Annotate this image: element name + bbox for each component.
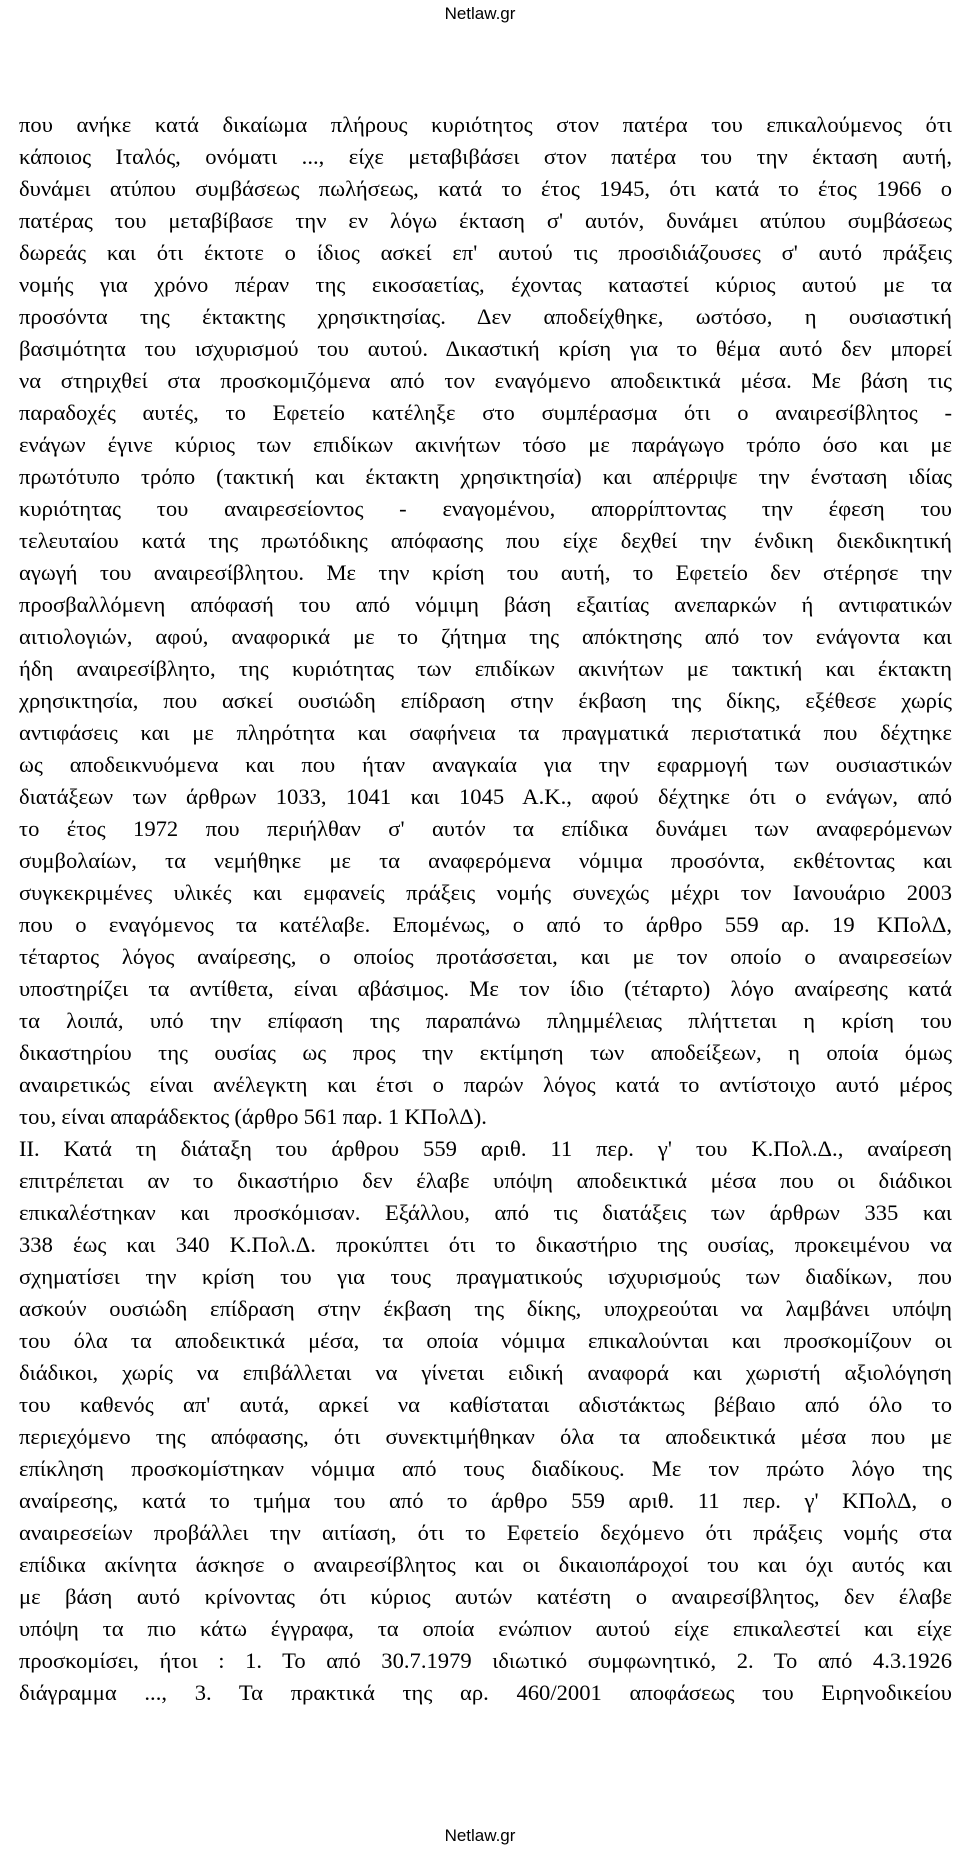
- text-line: επίκληση προσκομίστηκαν νόμιμα από τους διαδίκους. Με τον πρώτο λόγο της: [19, 1456, 952, 1481]
- text-line: επικαλέστηκαν και προσκόμισαν. Εξάλλου, από τις διατάξεις των άρθρων 335 και: [19, 1200, 952, 1225]
- text-line: προσκομίσει, ήτοι : 1. Το από 30.7.1979 ιδιωτικό συμφωνητικό, 2. Το από 4.3.1926: [19, 1648, 952, 1673]
- text-line: δωρεάς και ότι έκτοτε ο ίδιος ασκεί επ' αυτού τις προσιδιάζουσες σ' αυτό πράξεις: [19, 240, 952, 265]
- text-line: πατέρας του μεταβίβασε την εν λόγω έκταση σ' αυτόν, δυνάμει ατύπου συμβάσεως: [19, 208, 952, 233]
- text-line: τέταρτος λόγος αναίρεσης, ο οποίος προτάσσεται, και με τον οποίο ο αναιρεσείων: [19, 944, 952, 969]
- text-line: παραδοχές αυτές, το Εφετείο κατέληξε στο συμπέρασμα ότι ο αναιρεσίβλητος -: [19, 400, 952, 425]
- text-line: επίδικα ακίνητα άσκησε ο αναιρεσίβλητος και οι δικαιοπάροχοί του και όχι αυτός και: [19, 1552, 952, 1577]
- text-line: κυριότητας του αναιρεσείοντος - εναγομένου, απορρίπτοντας την έφεση του: [19, 496, 952, 521]
- text-line: ΙΙ. Κατά τη διάταξη του άρθρου 559 αριθ. 11 περ. γ' του Κ.Πολ.Δ., αναίρεση: [19, 1136, 952, 1161]
- text-line: ως αποδεικνυόμενα και που ήταν αναγκαία για την εφαρμογή των ουσιαστικών: [19, 752, 952, 777]
- text-line: επιτρέπεται αν το δικαστήριο δεν έλαβε υπόψη αποδεικτικά μέσα που οι διάδικοι: [19, 1168, 952, 1193]
- text-line: που ανήκε κατά δικαίωμα πλήρους κυριότητος στον πατέρα του επικαλούμενος ότι: [19, 112, 952, 137]
- text-line: αναιρετικώς είναι ανέλεγκτη και έτσι ο παρών λόγος κατά το αντίστοιχο αυτό μέρος: [19, 1072, 952, 1097]
- text-line: κάποιος Ιταλός, ονόματι ..., είχε μεταβιβάσει στον πατέρα του την έκταση αυτή,: [19, 144, 952, 169]
- text-line: του όλα τα αποδεικτικά μέσα, τα οποία νόμιμα επικαλούνται και προσκομίζουν οι: [19, 1328, 952, 1353]
- text-line: αναιρεσείων προβάλλει την αιτίαση, ότι το Εφετείο δεχόμενο ότι πράξεις νομής στα: [19, 1520, 952, 1545]
- site-header: Netlaw.gr: [444, 4, 516, 23]
- text-line: χρησικτησία, που ασκεί ουσιώδη επίδραση στην έκβαση της δίκης, εξέθεσε χωρίς: [19, 688, 952, 713]
- text-line: περιεχόμενο της απόφασης, ότι συνεκτιμήθηκαν όλα τα αποδεικτικά μέσα που με: [19, 1424, 952, 1449]
- site-footer: Netlaw.gr: [444, 1826, 516, 1845]
- text-line: 338 έως και 340 Κ.Πολ.Δ. προκύπτει ότι το δικαστήριο της ουσίας, προκειμένου να: [19, 1232, 952, 1257]
- text-line: διατάξεων των άρθρων 1033, 1041 και 1045 Α.Κ., αφού δέχτηκε ότι ο ενάγων, από: [19, 784, 952, 809]
- text-line: υπόψη τα πιο κάτω έγγραφα, τα οποία ενώπιον αυτού είχε επικαλεστεί και είχε: [19, 1616, 952, 1641]
- text-line: του καθενός απ' αυτά, αρκεί να καθίσταται αδιστάκτως βέβαιο από όλο το: [19, 1392, 952, 1417]
- text-line: του, είναι απαράδεκτος (άρθρο 561 παρ. 1 ΚΠολΔ).: [19, 1104, 487, 1129]
- text-line: προσόντα της έκτακτης χρησικτησίας. Δεν αποδείχθηκε, ωστόσο, η ουσιαστική: [19, 304, 952, 329]
- text-line: προσβαλλόμενη απόφασή του από νόμιμη βάση εξαιτίας ανεπαρκών ή αντιφατικών: [19, 592, 952, 617]
- text-line: διάγραμμα ..., 3. Τα πρακτικά της αρ. 460/2001 αποφάσεως του Ειρηνοδικείου: [19, 1680, 952, 1705]
- text-line: σχηματίσει την κρίση του για τους πραγματικούς ισχυρισμούς των διαδίκων, που: [19, 1264, 952, 1289]
- text-line: τα λοιπά, υπό την επίφαση της παραπάνω πλημμέλειας πλήττεται η κρίση του: [19, 1008, 952, 1033]
- text-line: ήδη αναιρεσίβλητο, της κυριότητας των επιδίκων ακινήτων με τακτική και έκτακτη: [19, 656, 952, 681]
- text-line: αναίρεσης, κατά το τμήμα του από το άρθρο 559 αριθ. 11 περ. γ' ΚΠολΔ, ο: [19, 1488, 952, 1513]
- text-line: πρωτότυπο τρόπο (τακτική και έκτακτη χρησικτησία) και απέρριψε την ένσταση ιδίας: [19, 464, 952, 489]
- text-line: νομής για χρόνο πέραν της εικοσαετίας, έχοντας καταστεί κύριος αυτού με τα: [19, 272, 952, 297]
- text-line: [19, 1709, 952, 1741]
- text-line: αγωγή του αναιρεσίβλητου. Με την κρίση του αυτή, το Εφετείο δεν στέρησε την: [19, 560, 952, 585]
- text-line: δυνάμει ατύπου συμβάσεως πωλήσεως, κατά το έτος 1945, ότι κατά το έτος 1966 ο: [19, 176, 952, 201]
- text-line: ενάγων έγινε κύριος των επιδίκων ακινήτων τόσο με παράγωγο τρόπο όσο και με: [19, 432, 952, 457]
- text-line: συγκεκριμένες υλικές και εμφανείς πράξεις νομής συνεχώς μέχρι τον Ιανουάριο 2003: [19, 880, 952, 905]
- text-line: βασιμότητα του ισχυρισμού του αυτού. Δικαστική κρίση για το θέμα αυτό δεν μπορεί: [19, 336, 952, 361]
- document-body: [0, 109, 960, 1741]
- text-line: συμβολαίων, τα νεμήθηκε με τα αναφερόμενα νόμιμα προσόντα, εκθέτοντας και: [19, 848, 952, 873]
- text-line: ασκούν ουσιώδη επίδραση στην έκβαση της δίκης, υποχρεούται να λαμβάνει υπόψη: [19, 1296, 952, 1321]
- text-line: το έτος 1972 που περιήλθαν σ' αυτόν τα επίδικα δυνάμει των αναφερόμενων: [19, 816, 952, 841]
- text-line: διάδικοι, χωρίς να επιβάλλεται να γίνεται ειδική αναφορά και χωριστή αξιολόγηση: [19, 1360, 952, 1385]
- text-line: να στηριχθεί στα προσκομιζόμενα από τον εναγόμενο αποδεικτικά μέσα. Με βάση τις: [19, 368, 952, 393]
- text-line: αντιφάσεις και με πληρότητα και σαφήνεια τα πραγματικά περιστατικά που δέχτηκε: [19, 720, 952, 745]
- text-line: αιτιολογιών, αφού, αναφορικά με το ζήτημα της απόκτησης από τον ενάγοντα και: [19, 624, 952, 649]
- text-line: τελευταίου κατά της πρωτόδικης απόφασης που είχε δεχθεί την ένδικη διεκδικητική: [19, 528, 952, 553]
- text-line: που ο εναγόμενος τα κατέλαβε. Επομένως, ο από το άρθρο 559 αρ. 19 ΚΠολΔ,: [19, 912, 952, 937]
- text-line: δικαστηρίου της ουσίας ως προς την εκτίμηση των αποδείξεων, η οποία όμως: [19, 1040, 952, 1065]
- text-line: υποστηρίζει τα αντίθετα, είναι αβάσιμος. Με τον ίδιο (τέταρτο) λόγο αναίρεσης κατά: [19, 976, 952, 1001]
- text-line: με βάση αυτό κρίνοντας ότι κύριος αυτών κατέστη ο αναιρεσίβλητος, δεν έλαβε: [19, 1584, 952, 1609]
